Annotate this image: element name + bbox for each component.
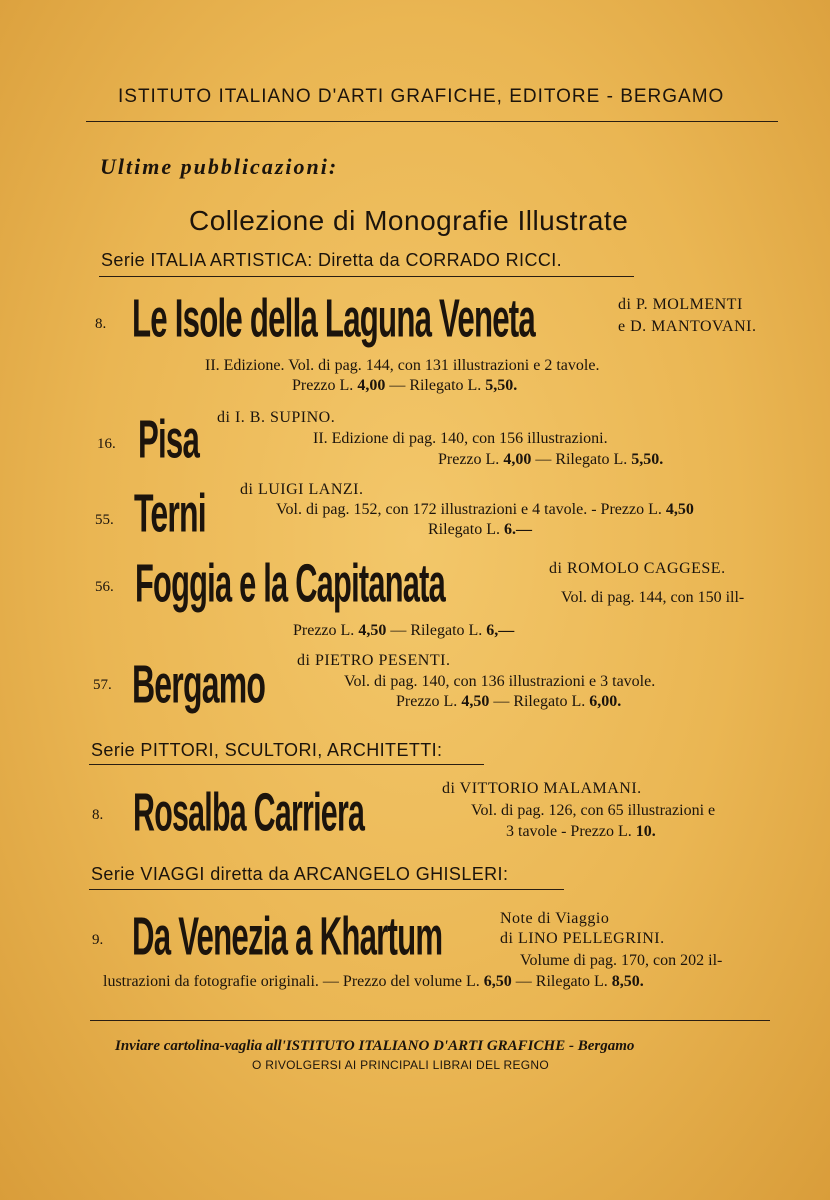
series-viaggi-rule	[89, 889, 564, 890]
book-price-line	[428, 521, 532, 539]
book-price-line	[506, 823, 656, 841]
price-label: Prezzo L.	[396, 693, 458, 710]
book-title: Pisa	[138, 410, 200, 470]
bound-price-value: 6,00.	[589, 693, 622, 710]
bound-price-value: 5,50.	[631, 451, 664, 468]
book-number: 56.	[95, 579, 114, 595]
footer-rule	[90, 1020, 770, 1021]
book-title: Da Venezia a Khartum	[132, 907, 443, 967]
book-details: Vol. di pag. 126, con 65 illustrazioni e	[471, 802, 716, 819]
details-text: Vol. di pag. 152, con 172 illustrazioni e 4 tavole. - Prezzo L.	[276, 501, 662, 518]
book-details	[276, 501, 694, 519]
header-rule	[86, 121, 778, 122]
bound-label: — Rilegato L.	[535, 451, 628, 468]
series-pittori-heading: Serie PITTORI, SCULTORI, ARCHITETTI:	[91, 740, 443, 760]
book-title: Rosalba Carriera	[133, 783, 365, 843]
bound-label: Rilegato L.	[428, 521, 500, 538]
bound-label: — Rilegato L.	[493, 693, 586, 710]
bound-label: — Rilegato L.	[390, 622, 483, 639]
book-author: di LINO PELLEGRINI.	[500, 930, 665, 947]
book-author: di VITTORIO MALAMANI.	[442, 780, 642, 797]
book-number: 55.	[95, 512, 114, 528]
details-text: 3 tavole - Prezzo L.	[506, 823, 632, 840]
book-price-line	[293, 622, 514, 640]
series-pittori-rule	[89, 764, 484, 765]
book-title: Bergamo	[132, 655, 266, 715]
footer-booksellers-line: O RIVOLGERSI AI PRINCIPALI LIBRAI DEL REGNO	[252, 1058, 549, 1072]
book-details: Vol. di pag. 144, con 150 ill-	[561, 589, 745, 606]
bound-price-value: 6,—	[486, 622, 515, 639]
book-details: II. Edizione di pag. 140, con 156 illustrazioni.	[313, 430, 608, 447]
book-details: Volume di pag. 170, con 202 il-	[520, 952, 723, 969]
book-author: di I. B. SUPINO.	[217, 409, 336, 426]
price-label: Prezzo L.	[292, 377, 354, 394]
bound-price-value: 5,50.	[485, 377, 518, 394]
section-heading: Ultime pubblicazioni:	[100, 154, 339, 179]
price-value: 10.	[635, 823, 656, 840]
book-details: Vol. di pag. 140, con 136 illustrazioni e 3 tavole.	[344, 673, 656, 690]
book-note: Note di Viaggio	[500, 910, 610, 927]
price-label: Prezzo L.	[438, 451, 500, 468]
book-price-line	[103, 973, 644, 991]
price-value: 4,00	[503, 451, 532, 468]
bound-label: — Rilegato L.	[515, 973, 608, 990]
series-italia-rule	[99, 276, 634, 277]
book-price-line	[396, 693, 621, 711]
book-author: di P. MOLMENTI	[618, 296, 743, 313]
footer-order-line: Inviare cartolina-vaglia all'ISTITUTO ITALIANO D'ARTI GRAFICHE - Bergamo	[115, 1038, 635, 1054]
book-number: 8.	[95, 316, 107, 332]
book-title: Terni	[134, 484, 206, 544]
publisher-header: ISTITUTO ITALIANO D'ARTI GRAFICHE, EDITORE - BERGAMO	[118, 86, 725, 107]
book-author: e D. MANTOVANI.	[618, 318, 757, 335]
price-value: 6,50	[483, 973, 512, 990]
price-value: 4,00	[357, 377, 386, 394]
book-author: di ROMOLO CAGGESE.	[549, 560, 726, 577]
price-label: Prezzo L.	[293, 622, 355, 639]
bound-price-value: 8,50.	[611, 973, 644, 990]
book-author: di LUIGI LANZI.	[240, 481, 364, 498]
details-text: lustrazioni da fotografie originali. — Prezzo del volume L.	[103, 973, 480, 990]
book-title: Foggia e la Capitanata	[135, 554, 445, 614]
series-viaggi-heading: Serie VIAGGI diretta da ARCANGELO GHISLERI:	[91, 864, 509, 884]
book-price-line	[438, 451, 663, 469]
bound-price-value: 6.—	[503, 521, 532, 538]
book-number: 57.	[93, 677, 112, 693]
book-price-line	[292, 377, 517, 395]
book-number: 16.	[97, 436, 116, 452]
bound-label: — Rilegato L.	[389, 377, 482, 394]
price-value: 4,50	[665, 501, 694, 518]
series-italia-heading: Serie ITALIA ARTISTICA: Diretta da CORRADO RICCI.	[101, 250, 563, 270]
price-value: 4,50	[358, 622, 387, 639]
book-number: 9.	[92, 932, 104, 948]
book-title: Le Isole della Laguna Veneta	[132, 289, 535, 349]
price-value: 4,50	[461, 693, 490, 710]
collection-title: Collezione di Monografie Illustrate	[189, 205, 629, 236]
book-number: 8.	[92, 807, 104, 823]
book-details: II. Edizione. Vol. di pag. 144, con 131 illustrazioni e 2 tavole.	[205, 357, 600, 374]
book-author: di PIETRO PESENTI.	[297, 652, 451, 669]
